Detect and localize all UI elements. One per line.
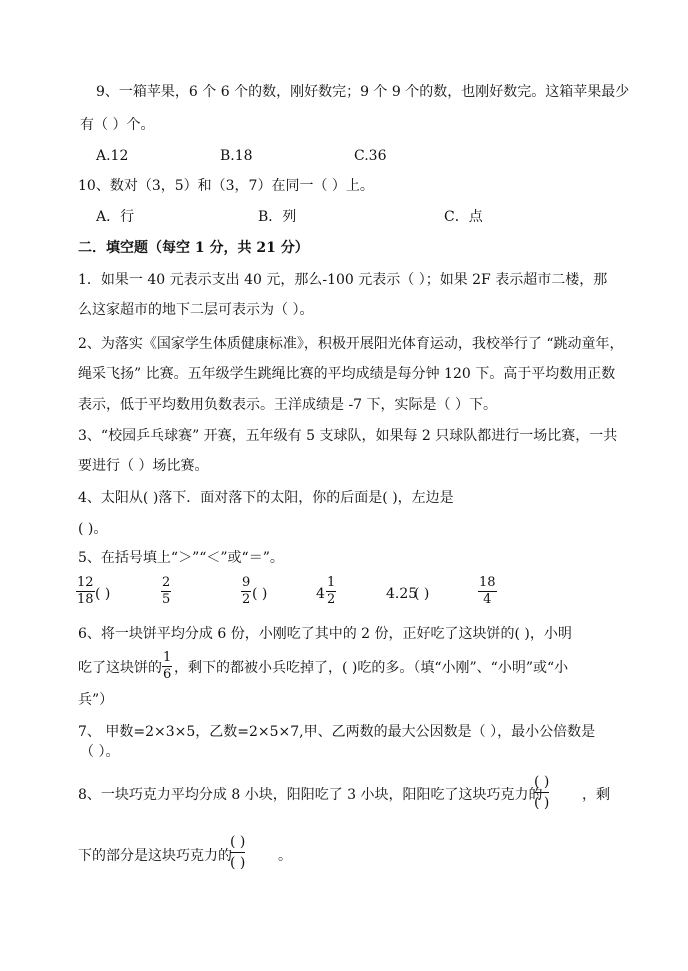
fraction-1-6 — [162, 651, 172, 682]
fraction-denominator: 5 — [162, 592, 171, 607]
f8-line1: 8、一块巧克力平均分成 8 小块，阳阳吃了 3 小块，阳阳吃了这块巧克力的 — [78, 787, 543, 803]
f1-line2: 么这家超市的地下二层可表示为（ ）。 — [78, 302, 314, 318]
f2-line3: 表示，低于平均数用负数表示。王洋成绩是 -7 下，实际是（ ）下。 — [78, 397, 497, 413]
fraction-denominator: 4 — [483, 592, 492, 607]
q10-option-c: C．点 — [444, 209, 483, 225]
f6-line1: 6、将一块饼平均分成 6 份，小刚吃了其中的 2 份，正好吃了这块饼的( )，小明 — [78, 626, 572, 642]
f4-line2: ( )。 — [78, 521, 108, 537]
section-title: 二．填空题（每空 1 分，共 21 分） — [78, 240, 309, 256]
fraction-18-4 — [478, 576, 497, 607]
fraction-numerator: 12 — [77, 575, 94, 590]
f7-line1: 7、 甲数=2×3×5，乙数=2×5×7,甲、乙两数的最大公因数是（ ），最小公倍数是 — [78, 724, 596, 740]
fraction-1-2 — [326, 576, 336, 607]
fraction-numerator: 18 — [479, 575, 496, 590]
f3-line1: 3、“校园乒乓球赛” 开赛，五年级有 5 支球队，如果每 2 只球队都进行一场比赛，一共 — [78, 428, 618, 444]
q10-line1: 10、数对（3，5）和（3，7）在同一（ ）上。 — [78, 178, 374, 194]
f1-line1: 1．如果一 40 元表示支出 40 元，那么-100 元表示（ ）；如果 2F 表示超市二楼，那 — [78, 272, 608, 288]
f2-line1: 2、为落实《国家学生体质健康标准》，积极开展阳光体育运动，我校举行了 “跳动童年， — [78, 336, 624, 352]
q9-option-c: C.36 — [354, 148, 387, 164]
fraction-bar — [534, 792, 549, 793]
fraction-denominator: 6 — [163, 667, 172, 682]
mixed-number-whole: 4 — [316, 586, 325, 602]
fraction-numerator: 2 — [162, 575, 171, 590]
f3-line2: 要进行（ ）场比赛。 — [78, 458, 209, 474]
fraction-12-18 — [76, 576, 95, 607]
compare-blank-3: ( ) — [414, 586, 430, 602]
compare-blank-2: ( ) — [252, 586, 268, 602]
q9-line2: 有（ ）个。 — [80, 117, 155, 133]
fraction-numerator: 1 — [163, 650, 172, 665]
f5-line1: 5、在括号填上“＞”“＜”或“＝”。 — [78, 550, 284, 566]
fraction-numerator: 9 — [242, 575, 251, 590]
fraction-2-5 — [161, 576, 171, 607]
fraction-denominator-blank: ( ) — [230, 855, 246, 871]
q10-option-b: B．列 — [258, 209, 297, 225]
fraction-9-2 — [241, 576, 251, 607]
fraction-denominator-blank: ( ) — [534, 795, 550, 811]
f6-line2b: ，剩下的都被小兵吃掉了，( )吃的多。（填“小刚”、“小明”或“小 — [174, 660, 569, 676]
compare-blank-1: ( ) — [95, 586, 111, 602]
f6-line2a: 吃了这块饼的 — [78, 660, 162, 676]
fraction-denominator: 2 — [327, 592, 336, 607]
f8-line1-end: ，剩 — [582, 787, 610, 803]
fraction-numerator: 1 — [327, 575, 336, 590]
f8-line2: 下的部分是这块巧克力的 — [78, 848, 232, 864]
f4-line1: 4、太阳从( )落下．面对落下的太阳，你的后面是( )，左边是 — [78, 490, 454, 506]
fraction-blank-eaten — [534, 774, 549, 811]
q9-option-a: A.12 — [96, 148, 129, 164]
f2-line2: 绳采飞扬” 比赛。五年级学生跳绳比赛的平均成绩是每分钟 120 下。高于平均数用正数 — [78, 366, 616, 382]
fraction-denominator: 18 — [77, 592, 94, 607]
f8-line2-end: 。 — [278, 848, 292, 864]
q9-line1: 9、一箱苹果，6 个 6 个的数，刚好数完；9 个 9 个的数，也刚好数完。这箱苹果最少 — [96, 84, 630, 100]
q9-option-b: B.18 — [220, 148, 253, 164]
q10-option-a: A．行 — [96, 209, 135, 225]
fraction-blank-remaining — [230, 834, 245, 871]
f7-line2: （ ）。 — [80, 744, 120, 760]
f6-line3: 兵”） — [78, 692, 114, 708]
fraction-bar — [230, 852, 245, 853]
fraction-numerator-blank: ( ) — [230, 834, 246, 850]
fraction-denominator: 2 — [242, 592, 251, 607]
decimal-value: 4.25 — [386, 586, 418, 602]
fraction-numerator-blank: ( ) — [534, 774, 550, 790]
